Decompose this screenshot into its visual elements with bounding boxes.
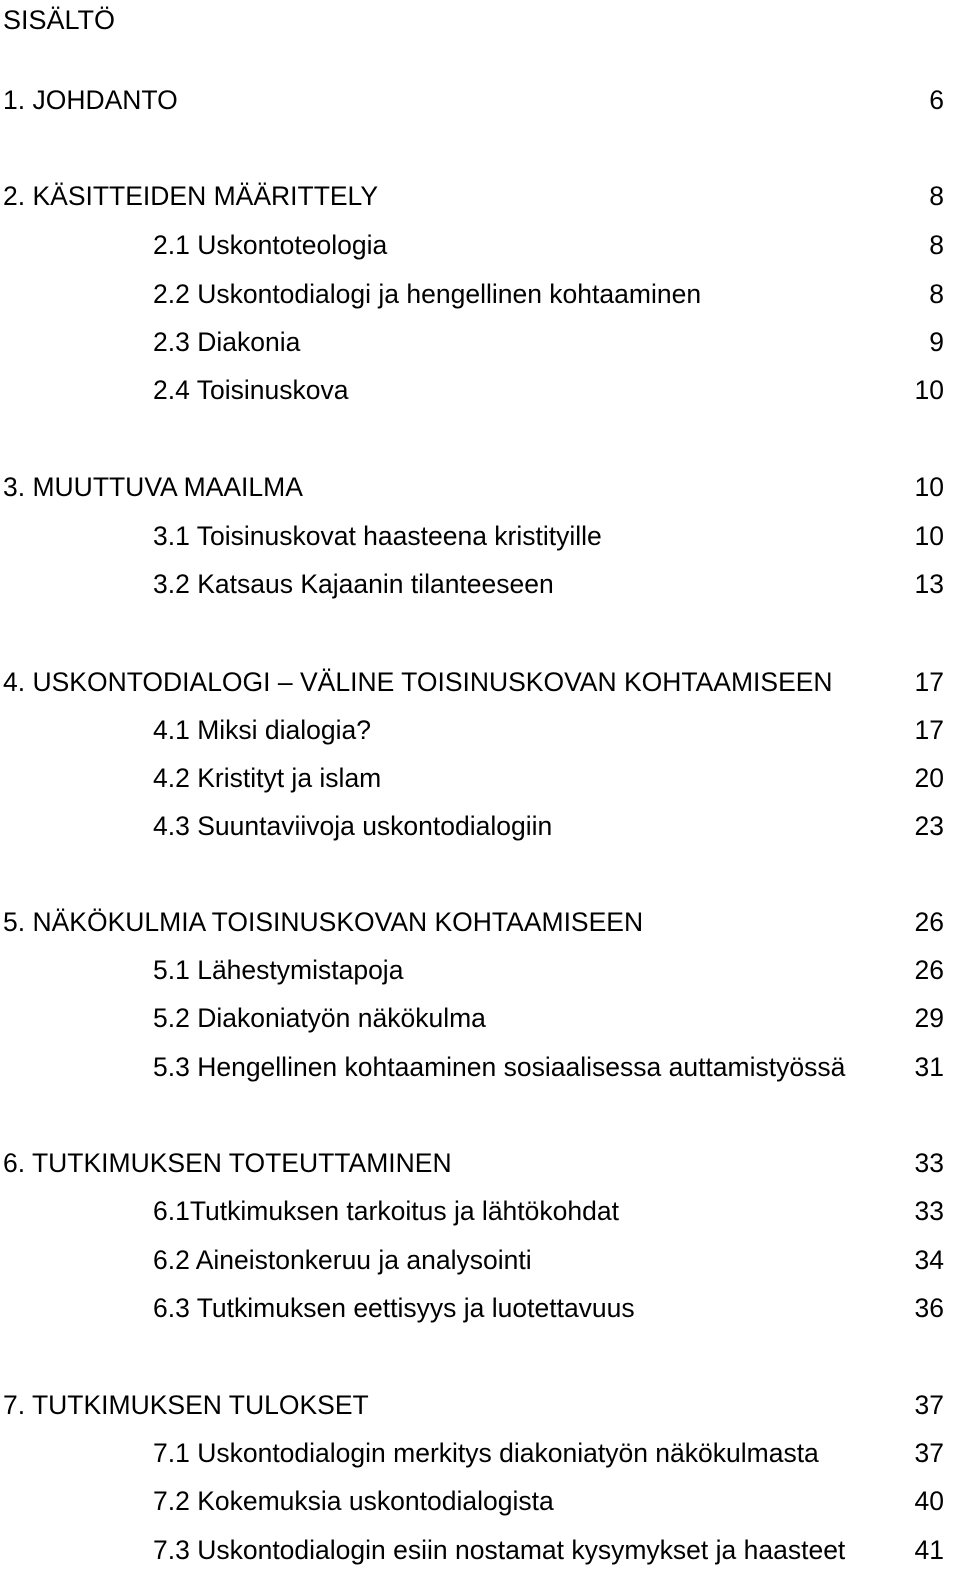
toc-entry-page: 10 xyxy=(914,472,944,502)
toc-entry-page: 33 xyxy=(914,1196,944,1226)
toc-entry-page: 40 xyxy=(914,1486,944,1516)
toc-entry-page: 37 xyxy=(914,1438,944,1468)
toc-entry-label: 7. TUTKIMUKSEN TULOKSET xyxy=(3,1390,369,1420)
toc-entry-page: 26 xyxy=(914,907,944,937)
toc-entry-section xyxy=(0,1435,960,1471)
toc-entry-label: 6.1Tutkimuksen tarkoitus ja lähtökohdat xyxy=(153,1196,619,1226)
toc-entry-page: 10 xyxy=(914,521,944,551)
toc-entry-chapter xyxy=(0,1145,960,1181)
toc-entry-page: 23 xyxy=(914,811,944,841)
toc-entry-label: 5.3 Hengellinen kohtaaminen sosiaalisessa auttamistyössä xyxy=(153,1052,846,1082)
toc-entry-page: 8 xyxy=(929,279,944,309)
toc-entry-label: 3.2 Katsaus Kajaanin tilanteeseen xyxy=(153,569,554,599)
toc-entry-section xyxy=(0,276,960,312)
toc-entry-label: 6. TUTKIMUKSEN TOTEUTTAMINEN xyxy=(3,1148,452,1178)
toc-entry-chapter xyxy=(0,469,960,505)
toc-entry-page: 26 xyxy=(914,955,944,985)
toc-entry-label: 4.2 Kristityt ja islam xyxy=(153,763,382,793)
toc-entry-label: 2.4 Toisinuskova xyxy=(153,375,349,405)
toc-entry-label: 4. USKONTODIALOGI – VÄLINE TOISINUSKOVAN KOHTAAMISEEN xyxy=(3,667,833,697)
toc-entry-page: 13 xyxy=(914,569,944,599)
toc-entry-page: 41 xyxy=(914,1535,944,1565)
toc-entry-page: 17 xyxy=(914,715,944,745)
toc-entry-label: 2.1 Uskontoteologia xyxy=(153,230,388,260)
toc-entry-label: 2. KÄSITTEIDEN MÄÄRITTELY xyxy=(3,181,378,211)
toc-entry-chapter xyxy=(0,904,960,940)
toc-entry-label: 7.1 Uskontodialogin merkitys diakoniatyön näkökulmasta xyxy=(153,1438,819,1468)
toc-entry-chapter xyxy=(0,178,960,214)
toc-entry-section xyxy=(0,760,960,796)
toc-entry-label: 6.2 Aineistonkeruu ja analysointi xyxy=(153,1245,532,1275)
toc-entry-section xyxy=(0,372,960,408)
toc-entry-page: 36 xyxy=(914,1293,944,1323)
toc-entry-section xyxy=(0,1290,960,1326)
toc-entry-page: 6 xyxy=(929,85,944,115)
toc-entry-label: 2.3 Diakonia xyxy=(153,327,301,357)
toc-entry-section xyxy=(0,808,960,844)
toc-entry-label: 2.2 Uskontodialogi ja hengellinen kohtaaminen xyxy=(153,279,702,309)
toc-entry-label: 7.3 Uskontodialogin esiin nostamat kysymykset ja haasteet xyxy=(153,1535,846,1565)
toc-entry-section xyxy=(0,1049,960,1085)
toc-entry-label: 4.3 Suuntaviivoja uskontodialogiin xyxy=(153,811,553,841)
toc-entry-section xyxy=(0,1193,960,1229)
toc-entry-page: 10 xyxy=(914,375,944,405)
toc-entry-label: 3.1 Toisinuskovat haasteena kristityille xyxy=(153,521,602,551)
toc-entry-label: 7.2 Kokemuksia uskontodialogista xyxy=(153,1486,554,1516)
toc-entry-chapter xyxy=(0,1387,960,1423)
toc-entry-section xyxy=(0,1242,960,1278)
toc-entry-page: 29 xyxy=(914,1003,944,1033)
toc-entry-page: 20 xyxy=(914,763,944,793)
toc-entry-label: 5.1 Lähestymistapoja xyxy=(153,955,404,985)
toc-entry-section xyxy=(0,1532,960,1568)
toc-entry-page: 33 xyxy=(914,1148,944,1178)
toc-entry-label: 5. NÄKÖKULMIA TOISINUSKOVAN KOHTAAMISEEN xyxy=(3,907,644,937)
toc-entry-label: 1. JOHDANTO xyxy=(3,85,178,115)
toc-entry-section xyxy=(0,1483,960,1519)
toc-entry-chapter xyxy=(0,82,960,118)
toc-entry-label: 3. MUUTTUVA MAAILMA xyxy=(3,472,303,502)
toc-entry-label: 6.3 Tutkimuksen eettisyys ja luotettavuus xyxy=(153,1293,635,1323)
toc-entry-page: 8 xyxy=(929,230,944,260)
toc-entry-section xyxy=(0,518,960,554)
toc-heading: SISÄLTÖ xyxy=(3,5,116,35)
toc-entry-section xyxy=(0,1000,960,1036)
toc-entry-label: 5.2 Diakoniatyön näkökulma xyxy=(153,1003,486,1033)
toc-entry-page: 9 xyxy=(929,327,944,357)
toc-entry-page: 8 xyxy=(929,181,944,211)
toc-entry-chapter xyxy=(0,664,960,700)
toc-entry-page: 37 xyxy=(914,1390,944,1420)
toc-entry-section xyxy=(0,712,960,748)
toc-entry-page: 34 xyxy=(914,1245,944,1275)
toc-entry-section xyxy=(0,566,960,602)
toc-entry-page: 31 xyxy=(914,1052,944,1082)
toc-entry-page: 17 xyxy=(914,667,944,697)
toc-entry-section xyxy=(0,324,960,360)
toc-entry-label: 4.1 Miksi dialogia? xyxy=(153,715,372,745)
toc-entry-section xyxy=(0,227,960,263)
toc-entry-section xyxy=(0,952,960,988)
